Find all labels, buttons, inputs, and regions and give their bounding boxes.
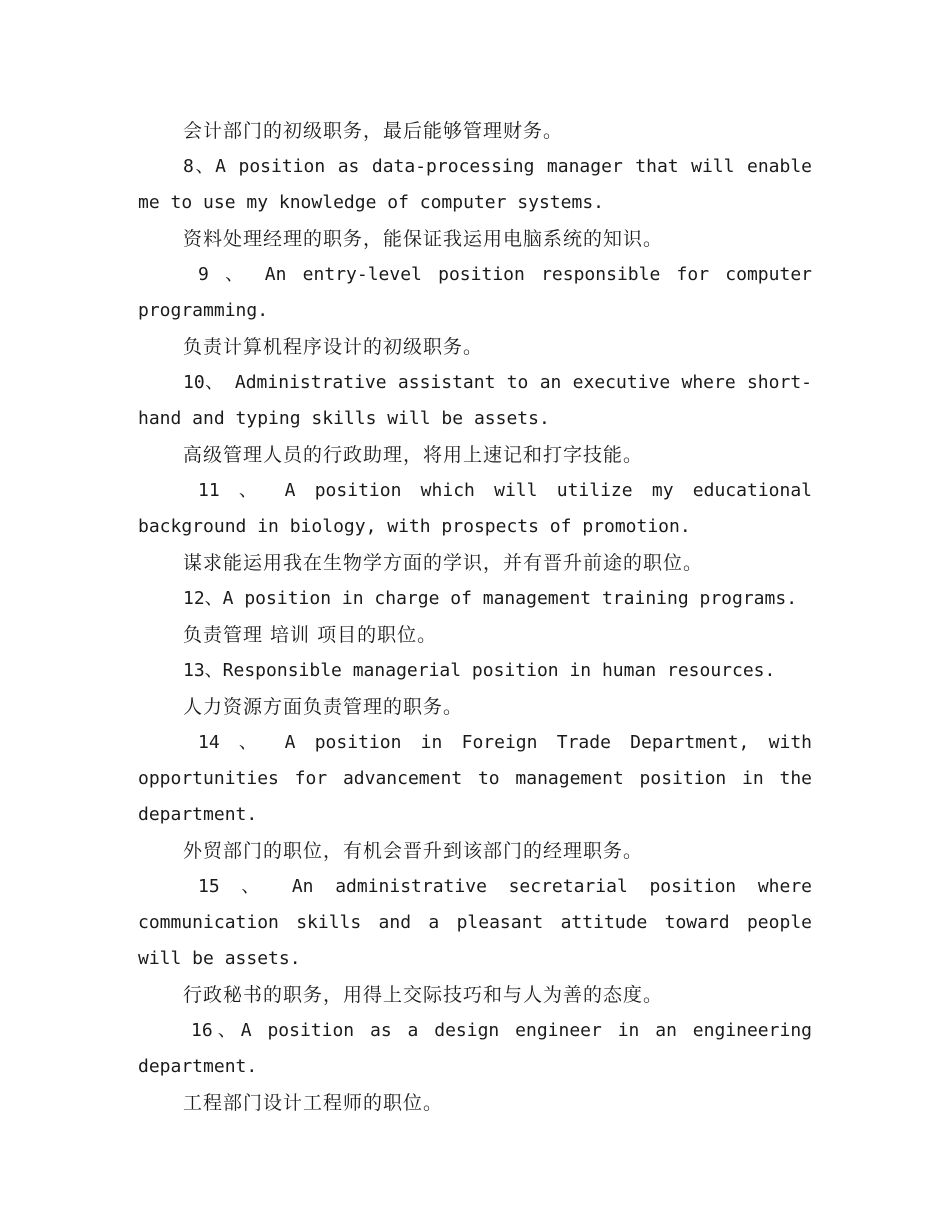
paragraph-zh: 工程部门设计工程师的职位。 xyxy=(183,1092,444,1114)
document-page xyxy=(138,113,812,1121)
paragraph-en: 13、Responsible managerial position in human resources. xyxy=(183,660,776,681)
paragraph-en: 16、A position as a design engineer in an engineering department. xyxy=(138,1020,812,1077)
paragraph-en: 12、A position in charge of management training programs. xyxy=(183,588,798,609)
paragraph-en: 14 、 A position in Foreign Trade Department, with opportunities for advancement to management position in the department. xyxy=(138,732,812,825)
paragraph-en: 9 、 An entry-level position responsible for computer programming. xyxy=(138,264,812,321)
paragraph-zh: 会计部门的初级职务，最后能够管理财务。 xyxy=(183,120,564,142)
paragraph-zh: 负责管理 培训 项目的职位。 xyxy=(183,624,438,646)
paragraph-en: 11 、 A position which will utilize my educational background in biology, with prospects of promotion. xyxy=(138,480,812,537)
paragraph-en: 8、A position as data-processing manager that will enable me to use my knowledge of computer systems. xyxy=(138,156,812,213)
paragraph-zh: 负责计算机程序设计的初级职务。 xyxy=(183,336,484,358)
paragraph-zh: 人力资源方面负责管理的职务。 xyxy=(183,696,464,718)
paragraph-en: 15 、 An administrative secretarial position where communication skills and a pleasant attitude toward people will be assets. xyxy=(138,876,812,969)
paragraph-zh: 高级管理人员的行政助理，将用上速记和打字技能。 xyxy=(183,444,644,466)
paragraph-en: 10、 Administrative assistant to an executive where short-hand and typing skills will be assets. xyxy=(138,372,812,429)
paragraph-zh: 资料处理经理的职务，能保证我运用电脑系统的知识。 xyxy=(183,228,664,250)
paragraph-zh: 行政秘书的职务，用得上交际技巧和与人为善的态度。 xyxy=(183,984,664,1006)
paragraph-zh: 外贸部门的职位，有机会晋升到该部门的经理职务。 xyxy=(183,840,644,862)
paragraph-zh: 谋求能运用我在生物学方面的学识，并有晋升前途的职位。 xyxy=(183,552,704,574)
